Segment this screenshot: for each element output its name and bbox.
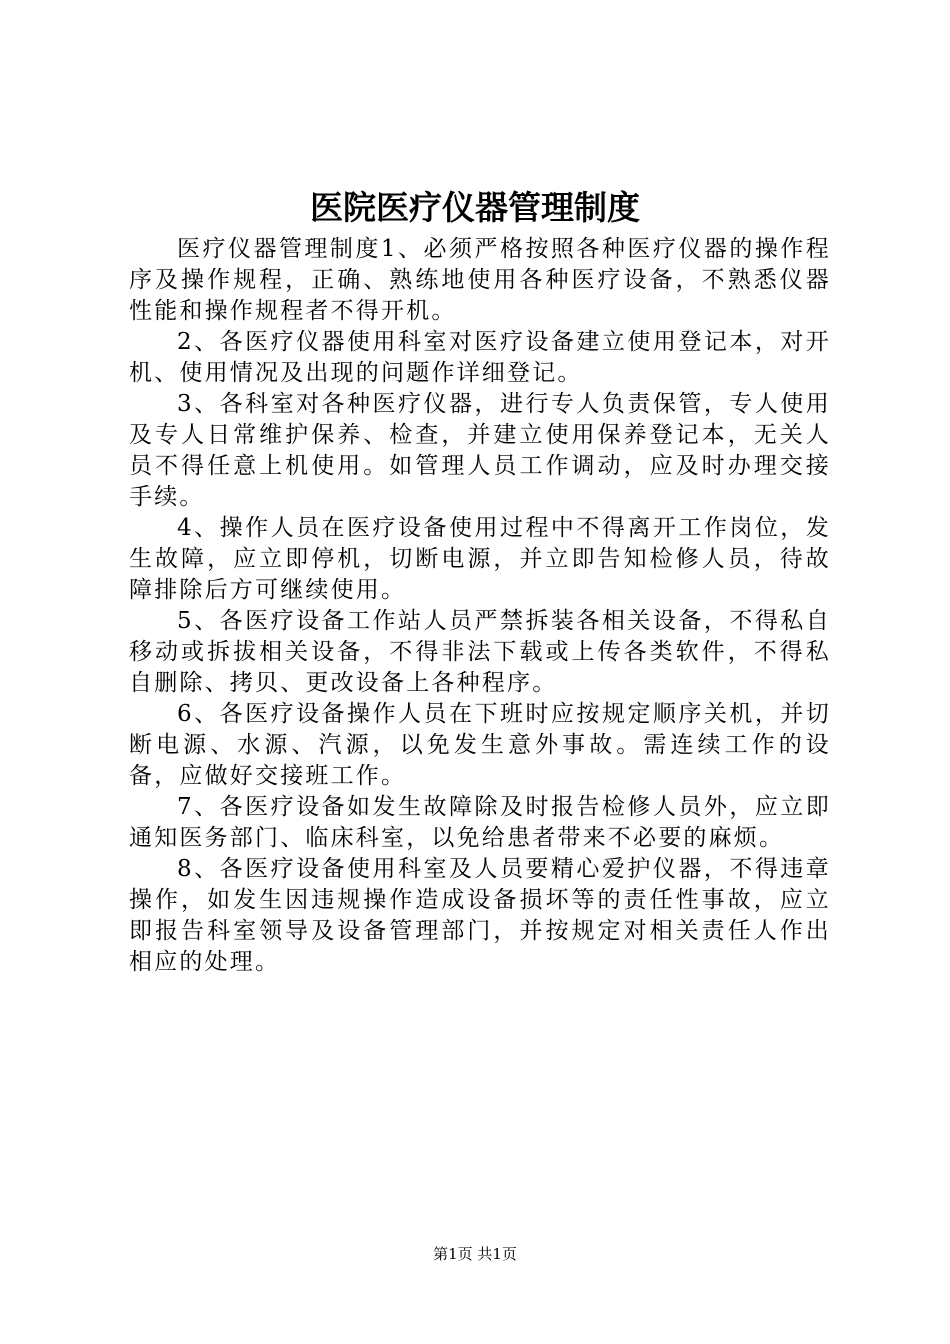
- paragraph-5: 5、各医疗设备工作站人员严禁拆装各相关设备，不得私自移动或拆拔相关设备，不得非法下载或上传各类软件，不得私自删除、拷贝、更改设备上各种程序。: [129, 608, 831, 696]
- document-title: 医院医疗仪器管理制度: [310, 188, 640, 227]
- paragraph-4: 4、操作人员在医疗设备使用过程中不得离开工作岗位，发生故障，应立即停机，切断电源，并立即告知检修人员，待故障排除后方可继续使用。: [129, 515, 831, 603]
- document-body: [129, 234, 831, 978]
- page-footer: 第1页 共1页: [433, 1245, 517, 1263]
- paragraph-7: 7、各医疗设备如发生故障除及时报告检修人员外，应立即通知医务部门、临床科室，以免给患者带来不必要的麻烦。: [129, 794, 831, 851]
- paragraph-3: 3、各科室对各种医疗仪器，进行专人负责保管，专人使用及专人日常维护保养、检查，并建立使用保养登记本，无关人员不得任意上机使用。如管理人员工作调动，应及时办理交接手续。: [129, 391, 831, 510]
- paragraph-2: 2、各医疗仪器使用科室对医疗设备建立使用登记本，对开机、使用情况及出现的问题作详细登记。: [129, 329, 831, 386]
- paragraph-8: 8、各医疗设备使用科室及人员要精心爱护仪器，不得违章操作，如发生因违规操作造成设备损坏等的责任性事故，应立即报告科室领导及设备管理部门，并按规定对相关责任人作出相应的处理。: [129, 856, 831, 975]
- paragraph-1: 医疗仪器管理制度1、必须严格按照各种医疗仪器的操作程序及操作规程，正确、熟练地使用各种医疗设备，不熟悉仪器性能和操作规程者不得开机。: [129, 236, 831, 324]
- paragraph-6: 6、各医疗设备操作人员在下班时应按规定顺序关机，并切断电源、水源、汽源，以免发生意外事故。需连续工作的设备，应做好交接班工作。: [129, 701, 831, 789]
